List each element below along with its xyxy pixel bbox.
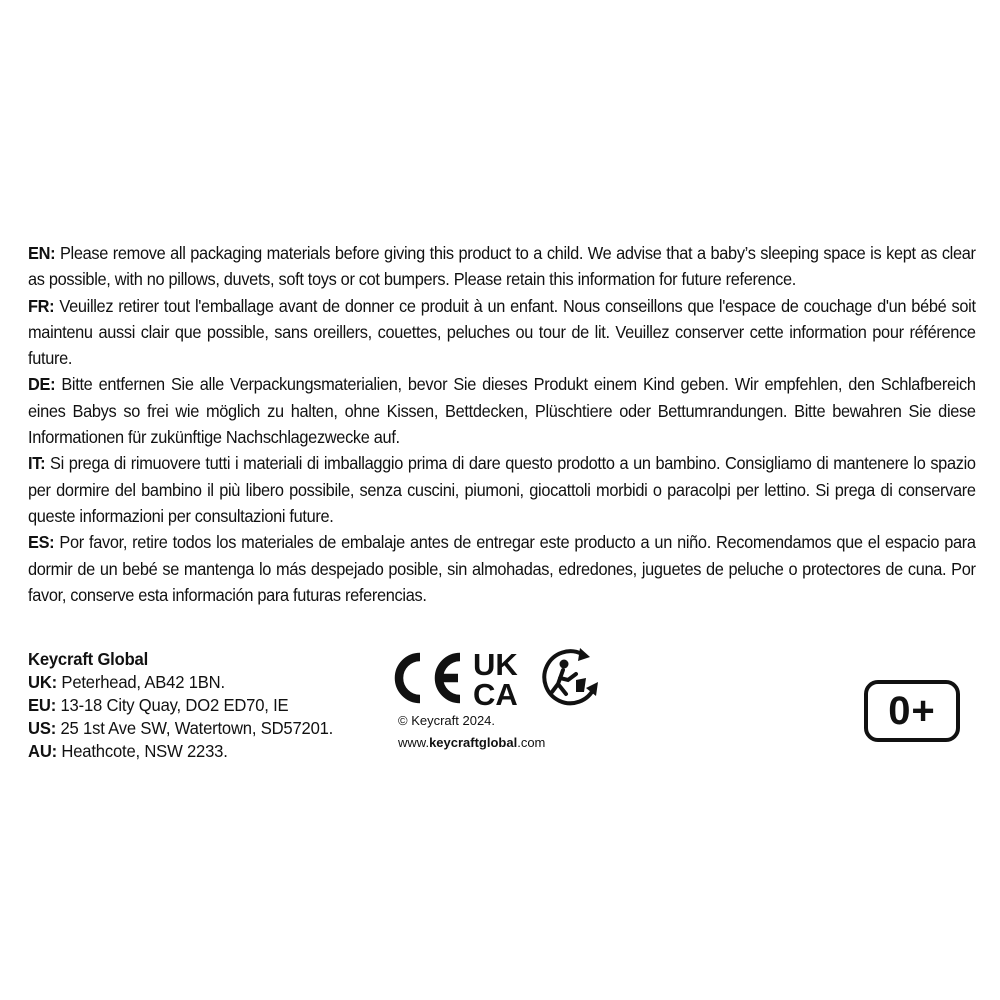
- address-code-au: AU:: [28, 741, 57, 761]
- address-uk: [28, 671, 333, 694]
- website-url: [398, 735, 545, 751]
- recycle-tidyman-icon: [538, 648, 602, 708]
- address-code-us: US:: [28, 718, 57, 738]
- warning-text-fr: Veuillez retirer tout l'emballage avant de donner ce produit à un enfant. Nous conseillons que l'espace de couchage d'un bébé soit maintenu aussi clair que possible, sans oreillers, couettes, peluches ou tour de lit. Veuillez conserver cette information pour référence future.: [28, 295, 976, 369]
- ukca-mark-icon: [472, 648, 536, 708]
- warning-text-de: Bitte entfernen Sie alle Verpackungsmaterialien, bevor Sie dieses Produkt einem Kind geben. Wir empfehlen, den Schlafbereich eines Babys so frei wie möglich zu halten, ohne Kissen, Bettdecken, Plüschtiere oder Bettumrandungen. Bitte bewahren Sie diese Informationen für zukünftige Nachschlagezwecke auf.: [28, 374, 976, 448]
- ce-mark-icon: [388, 648, 466, 708]
- copyright-notice: © Keycraft 2024.: [398, 713, 496, 728]
- website-prefix: www.: [398, 735, 430, 750]
- address-au: [28, 740, 333, 763]
- warning-text-es: Por favor, retire todos los materiales de embalaje antes de entregar este producto a un niño. Recomendamos que el espacio para dormir de un bebé se mantenga lo más despejado posible, sin almohadas, edredones, juguetes de peluche o protectores de cuna. Por favor, conserve esta información para futuras referencias.: [28, 532, 976, 605]
- safety-warnings: [28, 240, 976, 608]
- address-code-uk: UK:: [28, 672, 57, 692]
- address-text-eu: 13-18 City Quay, DO2 ED70, IE: [56, 695, 289, 715]
- age-rating-text: 0+: [888, 688, 936, 733]
- address-text-au: Heathcote, NSW 2233.: [56, 741, 228, 761]
- lang-code-it: IT:: [28, 453, 46, 474]
- warning-de: [28, 371, 976, 450]
- lang-code-en: EN:: [28, 243, 56, 263]
- company-name: Keycraft Global: [28, 649, 149, 669]
- warning-it: [28, 450, 976, 529]
- ukca-top-text: UK: [473, 648, 518, 682]
- lang-code-es: ES:: [28, 532, 55, 553]
- conformity-marks: [388, 648, 608, 708]
- address-eu: [28, 694, 333, 717]
- lang-code-de: DE:: [28, 374, 56, 395]
- company-address-block: [28, 648, 333, 763]
- warning-en: [28, 240, 976, 293]
- warning-fr: [28, 293, 976, 372]
- address-us: [28, 717, 333, 740]
- lang-code-fr: FR:: [28, 295, 55, 316]
- website-suffix: .com: [517, 735, 546, 750]
- address-text-us: 25 1st Ave SW, Watertown, SD57201.: [56, 718, 334, 738]
- address-text-uk: Peterhead, AB42 1BN.: [56, 672, 225, 692]
- warning-es: [28, 529, 976, 608]
- warning-text-en: Please remove all packaging materials before giving this product to a child. We advise that a baby’s sleeping space is kept as clear as possible, with no pillows, duvets, soft toys or cot bumpers. Please retain this information for future reference.: [28, 243, 976, 290]
- warning-text-it: Si prega di rimuovere tutti i materiali di imballaggio prima di dare questo prodotto a un bambino. Consigliamo di mantenere lo spazio per dormire del bambino il più libero possibile, senza cuscini, piumoni, giocattoli morbidi o paracolpi per lettino. Si prega di conservare queste informazioni per consultazioni future.: [28, 453, 976, 526]
- website-domain: keycraftglobal: [429, 735, 518, 750]
- age-rating-badge: [864, 680, 960, 742]
- address-code-eu: EU:: [28, 695, 57, 715]
- ukca-bottom-text: CA: [473, 677, 518, 708]
